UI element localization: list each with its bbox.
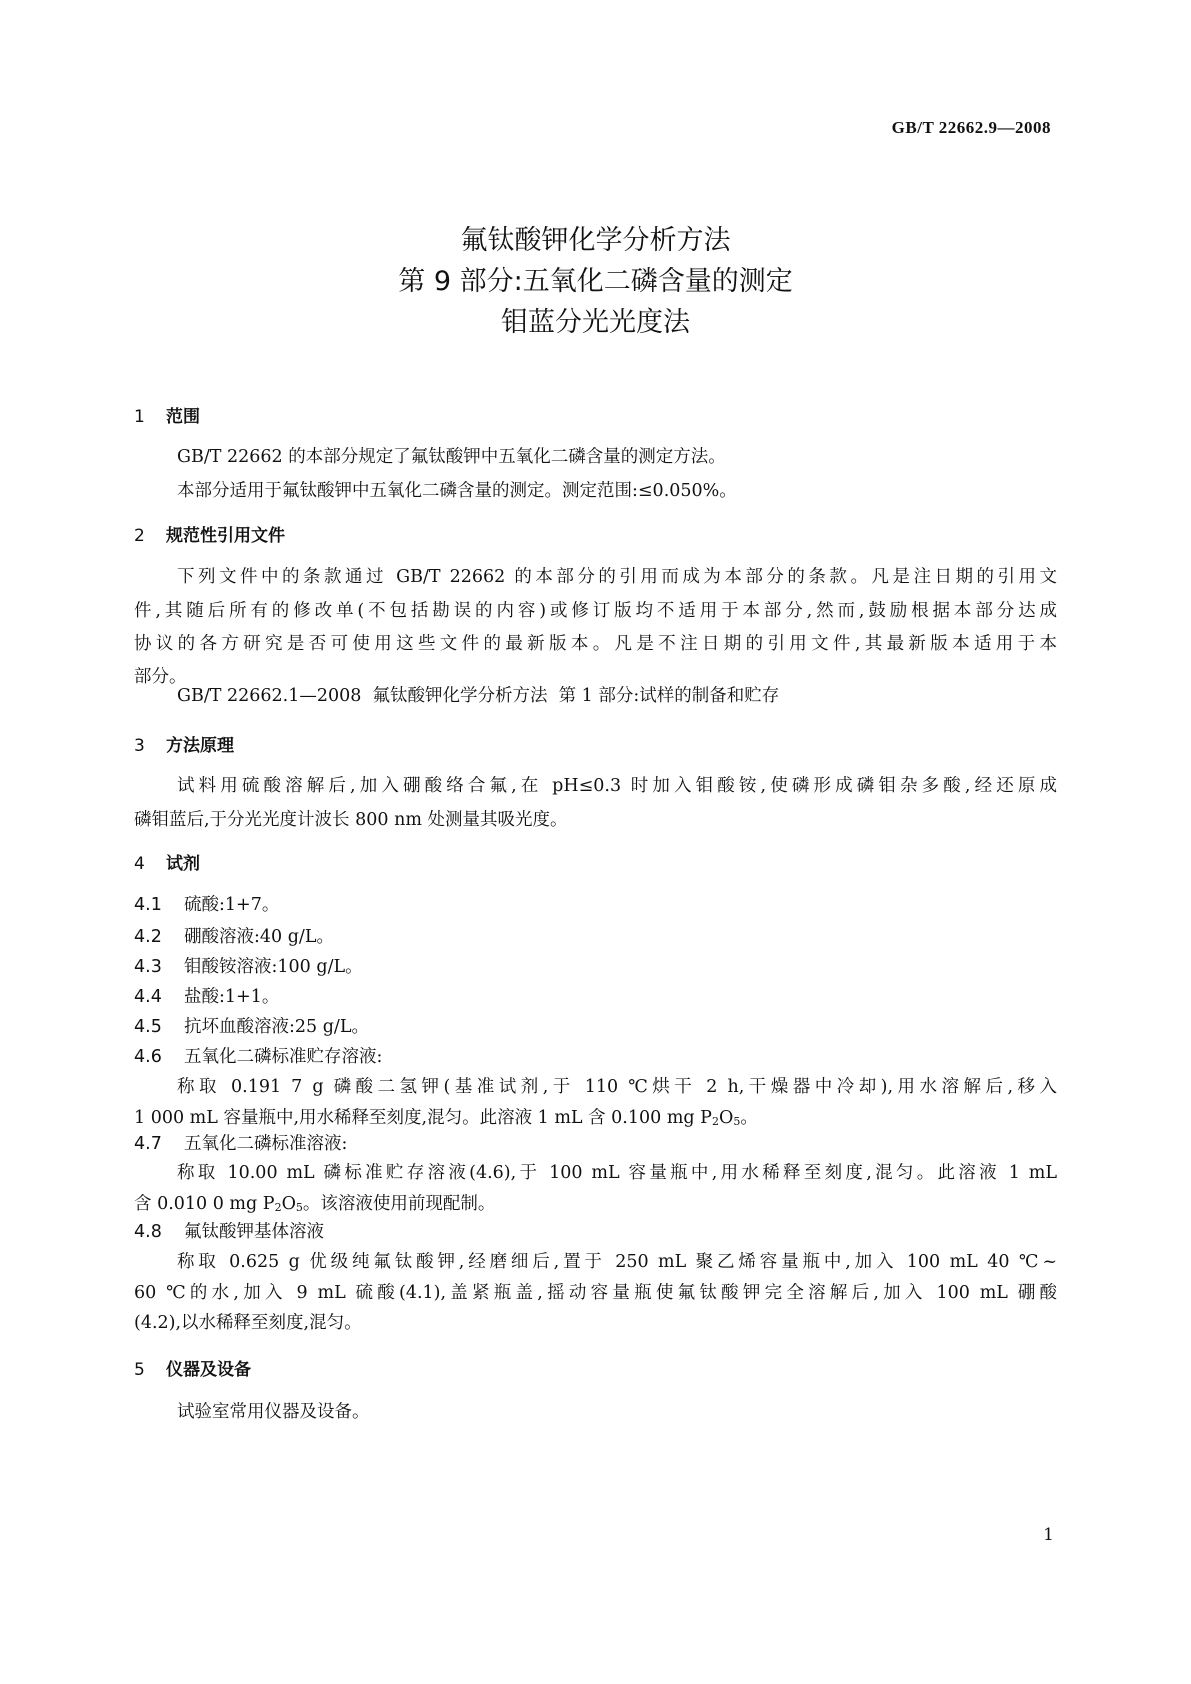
section-number: 2 [134,526,145,546]
section-2-para-line-2: 件,其随后所有的修改单(不包括勘误的内容)或修订版均不适用于本部分,然而,鼓励根据本部分达成 [134,601,1057,621]
title-line-1: 氟钛酸钾化学分析方法 [460,225,731,256]
text: 。 [740,1108,758,1128]
item-number: 4.7 [134,1134,162,1154]
text: O [281,1194,296,1214]
page-number: 1 [1043,1525,1054,1545]
reagent-4-8-line-3: (4.2),以水稀释至刻度,混匀。 [134,1313,362,1333]
reagent-item [134,1130,347,1155]
reagent-item [134,1043,382,1068]
item-number: 4.4 [134,987,162,1007]
section-title: 试剂 [166,854,200,874]
section-1-para-1: GB/T 22662 的本部分规定了氟钛酸钾中五氧化二磷含量的测定方法。 [177,447,726,467]
reagent-4-8-line-1: 称取 0.625 g 优级纯氟钛酸钾,经磨细后,置于 250 mL 聚乙烯容量瓶中,加入 100 mL 40 ℃~ [177,1252,1057,1272]
text: 。该溶液使用前现配制。 [302,1194,496,1214]
subscript: 5 [295,1201,303,1214]
section-3-para-line-1: 试料用硫酸溶解后,加入硼酸络合氟,在 pH≤0.3 时加入钼酸铵,使磷形成磷钼杂多酸,经还原成 [177,776,1057,796]
reagent-4-6-line-1: 称取 0.191 7 g 磷酸二氢钾(基准试剂,于 110 ℃烘干 2 h,干燥器中冷却),用水溶解后,移入 [177,1077,1057,1097]
item-text: 钼酸铵溶液:100 g/L。 [184,957,363,977]
normative-reference: GB/T 22662.1—2008 氟钛酸钾化学分析方法 第 1 部分:试样的制备和贮存 [177,686,780,706]
section-3-heading [134,731,234,756]
item-number: 4.8 [134,1222,162,1242]
reagent-item [134,1218,324,1243]
item-number: 4.2 [134,927,162,947]
section-title: 仪器及设备 [166,1360,251,1380]
section-5-heading [134,1355,251,1380]
title-line-3: 钼蓝分光光度法 [501,307,690,338]
reagent-4-8-line-2: 60 ℃的水,加入 9 mL 硫酸(4.1),盖紧瓶盖,摇动容量瓶使氟钛酸钾完全溶解后,加入 100 mL 硼酸 [134,1283,1057,1303]
section-number: 1 [134,407,145,427]
subscript: 5 [733,1115,741,1128]
title-line-2: 第 9 部分:五氧化二磷含量的测定 [398,266,793,297]
reagent-4-6-line-2 [134,1104,758,1129]
item-text: 硫酸:1+7。 [184,895,280,915]
item-number: 4.1 [134,895,162,915]
section-title: 方法原理 [166,736,234,756]
section-title: 规范性引用文件 [166,526,285,546]
section-number: 3 [134,736,145,756]
section-3-para-line-2: 磷钼蓝后,于分光光度计波长 800 nm 处测量其吸光度。 [134,810,568,830]
text: O [718,1108,734,1128]
item-text: 盐酸:1+1。 [184,987,280,1007]
item-number: 4.6 [134,1047,162,1067]
section-2-para-line-1: 下列文件中的条款通过 GB/T 22662 的本部分的引用而成为本部分的条款。凡是注日期的引用文 [177,567,1057,587]
section-4-heading [134,849,200,874]
item-text: 五氧化二磷标准溶液: [184,1134,348,1154]
section-2-para-line-4: 部分。 [134,667,187,687]
section-5-para-1: 试验室常用仪器及设备。 [177,1402,370,1422]
section-1-para-2: 本部分适用于氟钛酸钾中五氧化二磷含量的测定。测定范围:≤0.050%。 [177,481,737,501]
reagent-item [134,983,279,1008]
item-text: 硼酸溶液:40 g/L。 [184,927,334,947]
section-number: 5 [134,1360,145,1380]
section-2-heading [134,521,285,546]
reagent-item [134,923,334,948]
section-2-para-line-3: 协议的各方研究是否可使用这些文件的最新版本。凡是不注日期的引用文件,其最新版本适用于本 [134,634,1057,654]
section-1-heading [134,402,200,427]
reagent-item [134,953,363,978]
text: 含 0.010 0 mg P [134,1194,275,1214]
item-number: 4.3 [134,957,162,977]
standard-number: GB/T 22662.9—2008 [891,118,1051,137]
reagent-item [134,891,279,916]
item-number: 4.5 [134,1017,162,1037]
subscript: 2 [274,1201,282,1214]
item-text: 五氧化二磷标准贮存溶液: [184,1047,383,1067]
section-number: 4 [134,854,145,874]
reagent-4-7-line-1: 称取 10.00 mL 磷标准贮存溶液(4.6),于 100 mL 容量瓶中,用水稀释至刻度,混匀。此溶液 1 mL [177,1163,1057,1183]
subscript: 2 [711,1115,719,1128]
reagent-4-7-line-2 [134,1190,495,1215]
reagent-item [134,1013,369,1038]
section-title: 范围 [166,407,200,427]
text: 1 000 mL 容量瓶中,用水稀释至刻度,混匀。此溶液 1 mL 含 0.100 mg P [134,1108,712,1128]
item-text: 抗坏血酸溶液:25 g/L。 [184,1017,369,1037]
item-text: 氟钛酸钾基体溶液 [184,1222,324,1242]
